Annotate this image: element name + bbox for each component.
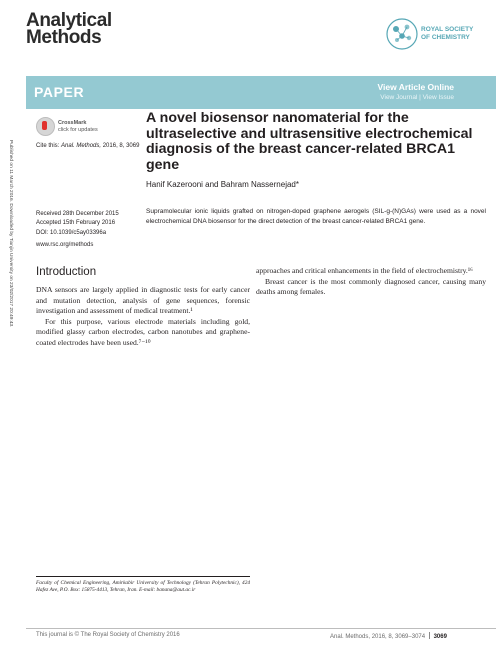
view-article-online-link[interactable]: View Article Online bbox=[377, 82, 454, 92]
introduction-heading: Introduction bbox=[36, 266, 97, 278]
article-abstract: Supramolecular ionic liquids grafted on nitrogen-doped graphene aerogels (SIL-g-(N)GAs) were used as a novel electrochemical DNA biosensor for the direct detection of the breast cancer-related BRCA1 gene. bbox=[146, 208, 486, 226]
journal-title-line1: Analytical bbox=[26, 10, 112, 31]
rsc-name-line2: OF CHEMISTRY bbox=[421, 33, 470, 41]
footnote-divider bbox=[36, 576, 250, 577]
cite-line bbox=[36, 143, 139, 149]
crossmark-icon bbox=[36, 117, 55, 136]
rsc-emblem-icon bbox=[385, 16, 419, 52]
page-number: 3069 bbox=[433, 634, 447, 640]
article-type-label: PAPER bbox=[34, 84, 85, 100]
accepted-date: Accepted 15th February 2016 bbox=[36, 219, 116, 226]
cite-rest: 2016, 8, 3069 bbox=[102, 143, 140, 149]
crossmark-button[interactable] bbox=[36, 117, 116, 137]
article-type-banner bbox=[26, 76, 496, 109]
footer-reference: Anal. Methods, 2016, 8, 3069–3074 bbox=[330, 634, 426, 640]
article-authors: Hanif Kazerooni and Bahram Nassernejad* bbox=[146, 180, 299, 189]
paragraph: DNA sensors are largely applied in diagnostic tests for early cancer and mutation detection, analysis of gene sequences, forensic investigation and assessment of medical treatment.¹ bbox=[36, 285, 250, 316]
view-journal-issue-link[interactable]: View Journal | View Issue bbox=[380, 94, 454, 101]
crossmark-line1: CrossMark bbox=[58, 120, 87, 126]
journal-url[interactable]: www.rsc.org/methods bbox=[36, 242, 94, 248]
journal-title-line2: Methods bbox=[26, 27, 102, 48]
rsc-name-line1: ROYAL SOCIETY bbox=[421, 26, 474, 33]
paragraph: Breast cancer is the most commonly diagnosed cancer, causing many deaths among females. bbox=[256, 276, 486, 297]
footer-divider bbox=[26, 628, 496, 629]
journal-title[interactable] bbox=[26, 12, 156, 46]
body-column-right bbox=[256, 266, 486, 298]
footer-citation bbox=[330, 632, 447, 640]
paragraph: approaches and critical enhancements in the field of electrochemistry.¹⁶ bbox=[256, 266, 473, 275]
received-date: Received 28th December 2015 bbox=[36, 211, 119, 217]
footer-separator bbox=[429, 632, 430, 639]
crossmark-label bbox=[58, 120, 98, 133]
banner-links bbox=[377, 82, 454, 101]
rsc-logo[interactable] bbox=[385, 16, 485, 54]
doi[interactable]: DOI: 10.1039/c5ay03396a bbox=[36, 230, 107, 236]
cite-prefix: Cite this: bbox=[36, 143, 60, 149]
cite-journal: Anal. Methods, bbox=[61, 143, 102, 149]
copyright-notice: This journal is © The Royal Society of Chemistry 2016 bbox=[36, 632, 180, 638]
published-sidebar bbox=[3, 140, 13, 390]
crossmark-line2: click for updates bbox=[58, 126, 98, 133]
article-title: A novel biosensor nanomaterial for the ultraselective and ultrasensitive electrochemical diagnosis of the breast cancer-related BRCA1 gene bbox=[146, 110, 473, 173]
published-note: Published on 11 March 2016. Downloaded by Tianjin University on 23/02/2017 20:49:43. bbox=[8, 140, 13, 328]
rsc-name bbox=[421, 26, 473, 41]
paragraph: For this purpose, various electrode materials including gold, modified glassy carbon electrodes, carbon nanotubes and graphene-coated electrodes have been used.⁷⁻¹⁰ bbox=[36, 316, 250, 347]
received-dates bbox=[36, 210, 119, 227]
affiliation-footnote: Faculty of Chemical Engineering, Amirkabir University of Technology (Tehran Polytechnic), 424 Hafez Ave, P.O. Box: 15875-4413, Tehran, Iran. E-mail: banana@aut.ac.ir bbox=[36, 580, 250, 594]
body-column-left bbox=[36, 285, 250, 349]
